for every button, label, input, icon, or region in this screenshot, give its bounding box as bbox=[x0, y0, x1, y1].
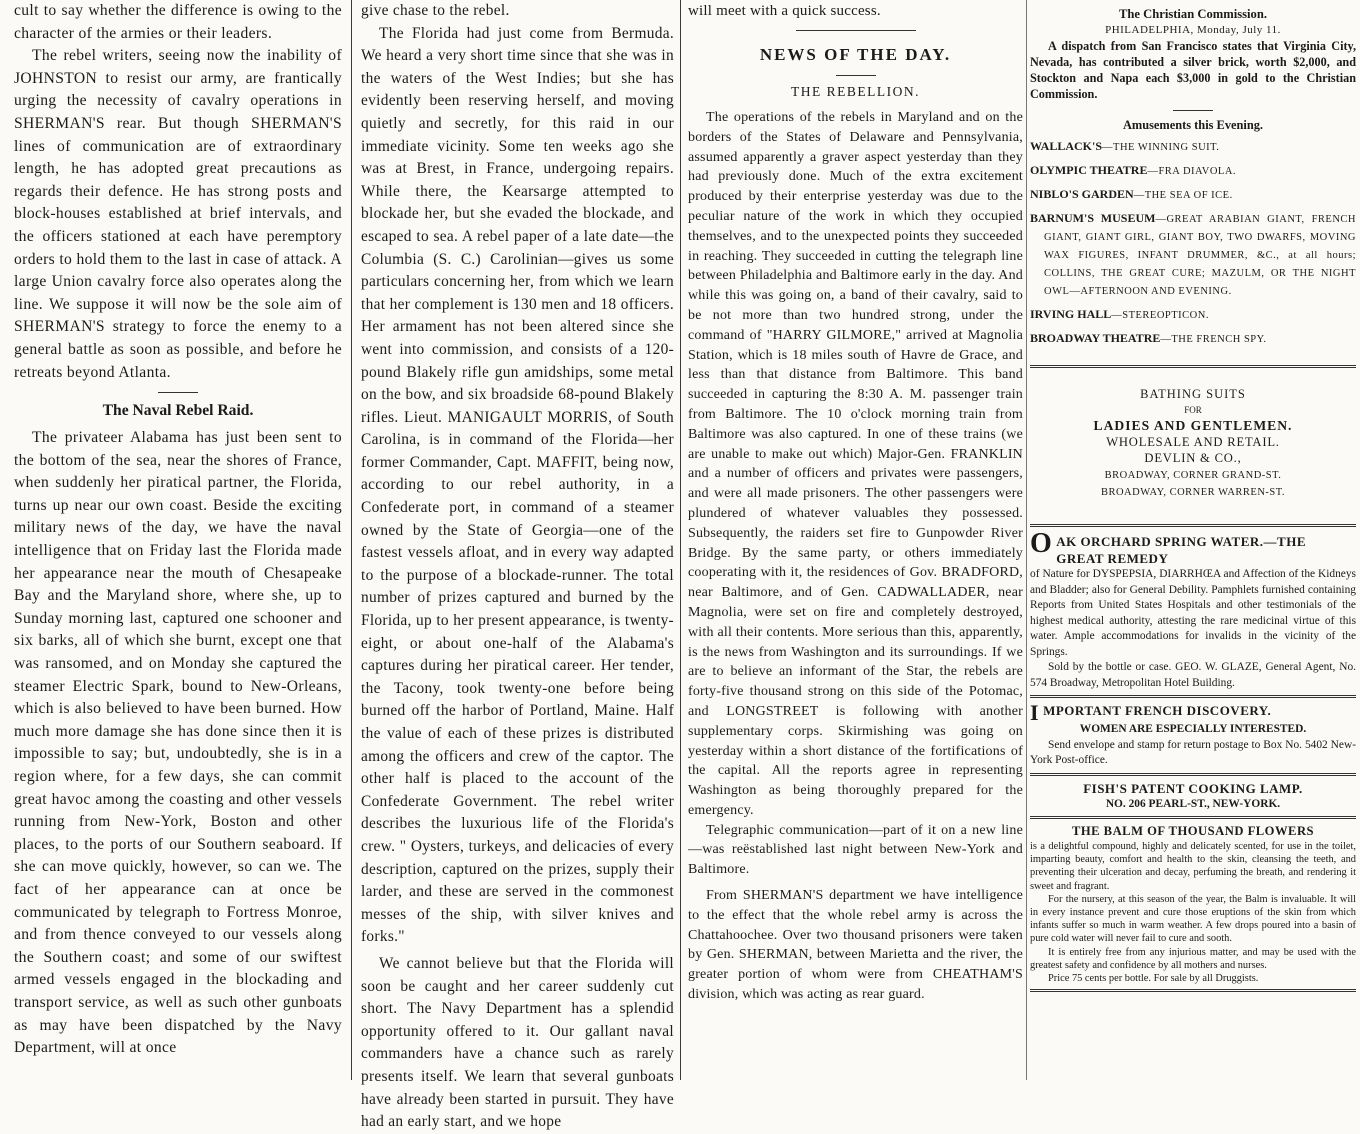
venue: BROADWAY THEATRE bbox=[1030, 331, 1161, 345]
amusement-item bbox=[1030, 183, 1356, 207]
venue: OLYMPIC THEATRE bbox=[1030, 163, 1148, 177]
ad-divider bbox=[1030, 365, 1356, 368]
section-heading: NEWS OF THE DAY. bbox=[759, 45, 952, 64]
paragraph: We cannot believe but that the Florida will soon be caught and her career suddenly cut short. The Navy Department has a splendid opportunity offered to it. Our gallant naval commanders have a chance such as rarely presents itself. We learn that several gunboats have already been started in pursuit. They have had an early start, and we hope bbox=[361, 954, 674, 1131]
column-1 bbox=[14, 0, 342, 1080]
drop-cap: I bbox=[1030, 700, 1040, 725]
section-separator bbox=[836, 75, 876, 76]
commission-text: A dispatch from San Francisco states that Virginia City, Nevada, has contributed a silver brick, worth $2,000, and Stockton and Napa each $3,000 in gold to the Christian Commission. bbox=[1030, 39, 1356, 101]
amusement-item bbox=[1030, 135, 1356, 159]
ad-text: LADIES AND GENTLEMEN. bbox=[1093, 418, 1293, 433]
ad-address: BROADWAY, CORNER GRAND-ST. bbox=[1104, 470, 1282, 481]
ad-text: Sold by the bottle or case. GEO. W. GLAZE, General Agent, No. 574 Broadway, Metropolitan Hotel Building. bbox=[1030, 661, 1356, 689]
ad-divider bbox=[1030, 773, 1356, 776]
section-separator bbox=[1173, 110, 1213, 111]
ad-subheadline: WOMEN ARE ESPECIALLY INTERESTED. bbox=[1079, 723, 1307, 735]
drop-cap: O bbox=[1030, 528, 1053, 559]
ad-text: is a delightful compound, highly and delicately scented, for use in the toilet, imparting beauty, comfort and health to the skin, cleansing the teeth, and preventing their ulceration and decay, perfuming the breath, and rendering it sweet and fragrant. bbox=[1030, 841, 1356, 892]
commission-title: The Christian Commission. bbox=[1119, 7, 1267, 21]
venue: NIBLO'S GARDEN bbox=[1030, 187, 1134, 201]
ad-french-discovery bbox=[1030, 702, 1356, 769]
column-3 bbox=[688, 0, 1023, 1080]
ad-divider bbox=[1030, 989, 1356, 992]
ad-text: DEVLIN & CO., bbox=[1144, 451, 1242, 465]
paragraph: will meet with a quick success. bbox=[688, 3, 881, 19]
amusements-list bbox=[1030, 135, 1356, 351]
ad-text: WHOLESALE AND RETAIL. bbox=[1106, 435, 1280, 449]
amusement-item bbox=[1030, 159, 1356, 183]
ad-balm bbox=[1030, 823, 1356, 985]
play: —STEREOPTICON. bbox=[1111, 310, 1209, 321]
paragraph: The Florida had just come from Bermuda. We heard a very short time since that she was in the waters of the West Indies; but she has evidently been reserving herself, and moving quietly and secretly, for this raid in our immediate vicinity. Some ten weeks ago she was at Brest, in France, undergoing repairs. While there, the Kearsarge attempted to blockade her, but she evaded the blockade, and escaped to sea. A rebel paper of a late date—the Columbia (S. C.) Carolinian—gives us some particulars concerning her, from which we learn that her complement is 130 men and 18 officers. Her armament has not been altered since she went into commission, and consists of a 120-pound Blakely rifle gun amidships, some metal on the bow, and six broadside 68-pound Blakely rifles. Lieut. MANIGAULT MORRIS, of South Carolina, is in command of the Florida—her former Commander, Capt. MAFFIT, being now, according to our rebel authority, in a Confederate port, in command of a steamer owned by the State of Georgia—one of the fastest vessels afloat, and in every way adapted to the purpose of a blockade-runner. The total number of prizes captured and burned by the Florida, up to her present appearance, is twenty-eight, or about one-half of the Alabama's captures during her piratical career. Her tender, the Tacony, took twenty-one before being burned off the harbor of Portland, Maine. Half the value of each of these prizes is distributed among the officers and crew of the captor. The other half is placed to the account of the Confederate Government. The rebel writer describes the luxurious life of the Florida's crew. " Oysters, turkeys, and delicacies of every description, captured on the prizes, supply their larder, and these are served in the commonest messes of the ship, with silver knives and forks." bbox=[361, 24, 674, 946]
amusements-title: Amusements this Evening. bbox=[1122, 118, 1264, 132]
amusement-item bbox=[1030, 303, 1356, 327]
article-heading: The Naval Rebel Raid. bbox=[102, 402, 254, 420]
ad-text: of Nature for DYSPEPSIA, DIARRHŒA and Affection of the Kidneys and Bladder; also for General Debility. Pamphlets furnished containing Reports from United States Hospitals and other testimonials of the highest medical authority, attesting the rare medicinal virtue of this water. Ample accommodations for invalids in the vicinity of the Springs. bbox=[1030, 568, 1356, 658]
play: —FRA DIAVOLA. bbox=[1147, 166, 1237, 177]
commission-dateline: PHILADELPHIA, Monday, July 11. bbox=[1105, 24, 1281, 36]
ad-address: BROADWAY, CORNER WARREN-ST. bbox=[1100, 487, 1286, 498]
ad-headline: THE BALM OF THOUSAND FLOWERS bbox=[1071, 824, 1315, 838]
ad-oak-orchard bbox=[1030, 528, 1356, 691]
ad-divider bbox=[1030, 695, 1356, 698]
amusement-item bbox=[1030, 327, 1356, 351]
paragraph: The operations of the rebels in Maryland and on the borders of the States of Delaware and Pennsylvania, assumed apparently a graver aspect yesterday than they had previously done. Much of the extra excitement produced by their enterprise yesterday was due to the peculiar nature of the work in which they occupied themselves, and to the unexpected points they succeeded in reaching. They succeeded in cutting the telegraph line between Philadelphia and Baltimore early in the day. And while this was going on, a band of their cavalry, said to be not more than two hundred strong, under the command of "HARRY GILMORE," arrived at Magnolia Station, which is 18 miles south of Havre de Grace, and less than that distance from Baltimore. This band succeeded in capturing the 8:30 A. M. passenger train from Baltimore. The 10 o'clock morning train from Baltimore was also captured. In one of these trains (we are unable to make out which) Major-Gen. FRANKLIN and a number of officers and privates were passengers, and were all made prisoners. The other passengers were plundered of whatever valuables they possessed. Subsequently, the raiders set fire to Gunpowder River Bridge. By the same party, or others immediately cooperating with it, the residences of Gov. BRADFORD, near Baltimore, and of Gen. CADWALLADER, near Magnolia, were set on fire and completely destroyed, with all their contents. More serious than this, apparently, is the news from Washington and its surroundings. If we are to believe an informant of the Star, the rebels are forty-five thousand strong on this side of the Potomac, and LONGSTREET is following with another supplementary corps. Skirmishing was going on yesterday within a short distance of the fortifications of the capital. All the reports agree in representing Washington as being thoroughly prepared for the emergency. bbox=[688, 110, 1023, 818]
paragraph: From SHERMAN'S department we have intelligence to the effect that the whole rebel army is across the Chattahoochee. Over two thousand prisoners were taken by Gen. SHERMAN, between Marietta and the river, the greater portion of whom were from CHEATHAM'S division, which was acting as rear guard. bbox=[688, 888, 1023, 1003]
paragraph: Telegraphic communication—part of it on a new line—was reëstablished last night between New-York and Baltimore. bbox=[688, 822, 1023, 878]
section-separator bbox=[796, 30, 916, 31]
ad-title: BATHING SUITS bbox=[1140, 387, 1246, 401]
paragraph: give chase to the rebel. bbox=[361, 2, 510, 19]
ad-headline: IMPORTANT FRENCH DISCOVERY. bbox=[1030, 700, 1272, 725]
amusement-item bbox=[1030, 210, 1356, 300]
ad-cooking-lamp bbox=[1030, 780, 1356, 813]
paragraph: The privateer Alabama has just been sent to the bottom of the sea, near the shores of France, when suddenly her piratical partner, the Florida, turns up near our own coast. Beside the exciting military news of the day, we have the naval intelligence that on Friday last the Florida made her appearance near the mouth of Chesapeake Bay and the Maryland shore, where she, up to Sunday morning last, captured one schooner and six barks, all of which she burnt, except one that was ransomed, and on Monday she captured the steamer Electric Spark, bound to New-Orleans, which is also believed to have been burned. How much more damage she has done since then it is impossible to say; but, undoubtedly, she is in a region where, for a few days, she can commit great havoc among the coasting and other vessels running from New-York, Boston and other places, to the ports of our Southern seaboard. If she can move quickly, however, so can we. The fact of her appearance can at once be communicated by telegraph to Fortress Monroe, and from thence conveyed to our vessels along the Southern coast; and some of our swiftest armed vessels engaged in the blockading and transport service, as well as such other gunboats as may have been dispatched by the Navy Department, will at once bbox=[14, 429, 342, 1057]
ad-divider bbox=[1030, 524, 1356, 527]
ad-text: For the nursery, at this season of the year, the Balm is invaluable. It will in every instance prevent and cure those eruptions of the skin from which infants suffer so much in warm weather. A few drops poured into a basin of pure cold water will never fail to cure and sooth. bbox=[1030, 893, 1356, 945]
play: —THE WINNING SUIT. bbox=[1102, 142, 1220, 153]
venue: BARNUM'S MUSEUM bbox=[1030, 211, 1156, 225]
play: —THE FRENCH SPY. bbox=[1160, 334, 1267, 345]
play: —THE SEA OF ICE. bbox=[1133, 190, 1233, 201]
column-4 bbox=[1030, 0, 1356, 1080]
ad-price: Price 75 cents per bottle. For sale by all Druggists. bbox=[1048, 973, 1259, 985]
ad-headline: OAK ORCHARD SPRING WATER.—THE GREAT REMEDY bbox=[1030, 528, 1306, 566]
ad-divider bbox=[1030, 816, 1356, 819]
ad-headline: FISH'S PATENT COOKING LAMP. bbox=[1083, 780, 1303, 796]
play: —GREAT ARABIAN GIANT, FRENCH GIANT, GIANT GIRL, GIANT BOY, TWO DWARFS, MOVING WAX FIGURES, INFANT DRUMMER, &C., at all hours; COLLINS, THE GREAT CURE; MAZULM, OR THE NIGHT OWL—AFTERNOON AND EVENING. bbox=[1044, 214, 1356, 297]
section-subheading: THE REBELLION. bbox=[791, 84, 920, 99]
ad-address: NO. 206 PEARL-ST., NEW-YORK. bbox=[1105, 797, 1281, 810]
section-separator bbox=[158, 392, 198, 393]
ad-bathing-suits bbox=[1030, 386, 1356, 500]
venue: WALLACK'S bbox=[1030, 139, 1103, 153]
ad-text: FOR bbox=[1184, 405, 1202, 415]
column-rule bbox=[680, 0, 681, 1080]
paragraph: cult to say whether the difference is owing to the character of the armies or their leaders. bbox=[14, 2, 342, 42]
ad-text: It is entirely free from any injurious matter, and may be used with the greatest safety and confidence by all mothers and nurses. bbox=[1030, 946, 1356, 971]
venue: IRVING HALL bbox=[1030, 307, 1112, 321]
column-rule bbox=[351, 0, 352, 1080]
column-2 bbox=[361, 0, 674, 1131]
ad-text: Send envelope and stamp for return postage to Box No. 5402 New-York Post-office. bbox=[1030, 738, 1356, 766]
column-rule bbox=[1026, 0, 1027, 1080]
paragraph: The rebel writers, seeing now the inability of JOHNSTON to resist our army, are frantically urging the necessity of cavalry operations in SHERMAN'S rear. But though SHERMAN'S lines of communication are of extraordinary length, he has adopted great precautions as regards their defence. He has strong posts and block-houses established at brief intervals, and the officers stationed at each have peremptory orders to hold them to the last in case of attack. A large Union cavalry force also operates along the line. We suppose it will now be the sole aim of SHERMAN'S strategy to force the enemy to a general battle as soon as possible, and before he retreats beyond Atlanta. bbox=[14, 47, 342, 381]
